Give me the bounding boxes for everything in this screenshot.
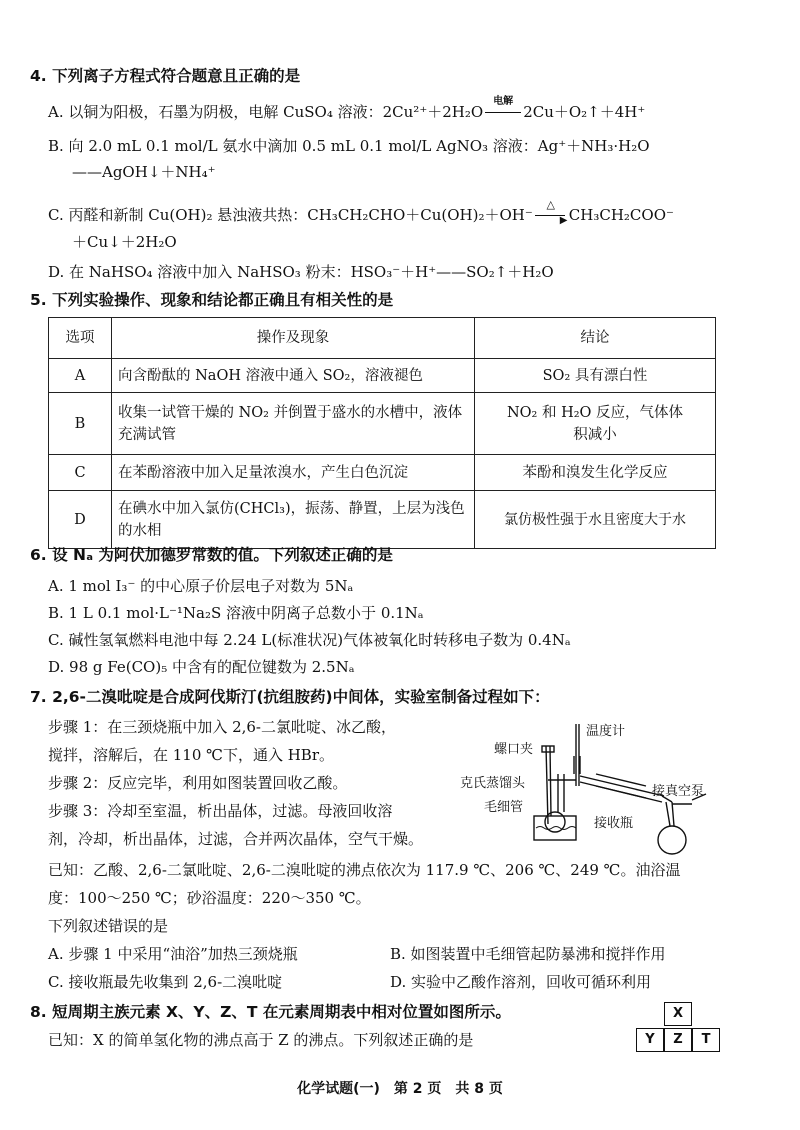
row-conclusion: NO₂ 和 H₂O 反应，气体体积减小 [475, 393, 716, 455]
row-key: C [49, 455, 112, 491]
q7-step1-line1: 步骤 1：在三颈烧瓶中加入 2,6-二氯吡啶、冰乙酸， [48, 718, 397, 736]
q6-option-c: C. 碱性氢氧燃料电池中每 2.24 L(标准状况)气体被氧化时转移电子数为 0.4Nₐ [48, 631, 571, 649]
label-vacuum-pump: 接真空泵 [652, 784, 705, 799]
cell-y: Y [636, 1028, 664, 1052]
q4-option-a [48, 96, 646, 122]
row-conclusion: 苯酚和溴发生化学反应 [475, 455, 716, 491]
q7-option-a: A. 步骤 1 中采用“油浴”加热三颈烧瓶 [48, 945, 298, 963]
q4-a-condition: 电解 [493, 96, 514, 107]
q7-step3-line1: 步骤 3：冷却至室温，析出晶体，过滤。母液回收溶 [48, 802, 393, 820]
table-row [49, 393, 716, 455]
q7-step3-line2: 剂，冷却，析出晶体，过滤，合并两次晶体，空气干燥。 [48, 830, 424, 848]
header-option: 选项 [49, 318, 112, 359]
header-conclusion: 结论 [475, 318, 716, 359]
q4-option-b-line2: ——AgOH↓＋NH₄⁺ [72, 163, 216, 181]
label-screw-clamp: 螺口夹 [494, 742, 534, 757]
q6-option-d: D. 98 g Fe(CO)₅ 中含有的配位键数为 2.5Nₐ [48, 658, 355, 676]
row-operation: 在碘水中加入氯仿(CHCl₃)，振荡、静置，上层为浅色的水相 [112, 491, 475, 549]
q7-known-line2: 度：100～250 ℃；砂浴温度：220～350 ℃。 [48, 889, 371, 907]
row-operation: 向含酚酞的 NaOH 溶液中通入 SO₂，溶液褪色 [112, 359, 475, 393]
q5-table [48, 317, 716, 549]
q4-a-text: A. 以铜为阳极，石墨为阴极，电解 CuSO₄ 溶液：2Cu²⁺＋2H₂O [48, 103, 484, 121]
q7-stem: 7. 2,6-二溴吡啶是合成阿伐斯汀(抗组胺药)中间体，实验室制备过程如下： [30, 688, 550, 706]
cell-t: T [692, 1028, 720, 1052]
q7-option-c: C. 接收瓶最先收集到 2,6-二溴吡啶 [48, 973, 283, 991]
row-key: B [49, 393, 112, 455]
q5-stem: 5. 下列实验操作、现象和结论都正确且有相关性的是 [30, 291, 394, 309]
row-key: A [49, 359, 112, 393]
label-thermometer: 温度计 [586, 724, 626, 739]
q4-option-c-line2: ＋Cu↓＋2H₂O [72, 233, 177, 251]
cell-x: X [664, 1002, 692, 1026]
q4-a-tail: 2Cu＋O₂↑＋4H⁺ [523, 103, 646, 121]
q4-c-tail: CH₃CH₂COO⁻ [568, 206, 674, 224]
header-operation: 操作及现象 [112, 318, 475, 359]
table-row [49, 455, 716, 491]
label-capillary: 毛细管 [484, 800, 524, 815]
q4-option-b-line1: B. 向 2.0 mL 0.1 mol/L 氨水中滴加 0.5 mL 0.1 mol/L AgNO₃ 溶液：Ag⁺＋NH₃·H₂O [48, 137, 650, 155]
q7-ask: 下列叙述错误的是 [48, 917, 169, 935]
row-operation: 在苯酚溶液中加入足量浓溴水，产生白色沉淀 [112, 455, 475, 491]
cell-z: Z [664, 1028, 692, 1052]
table-header-row [49, 318, 716, 359]
q8-known: 已知：X 的简单氢化物的沸点高于 Z 的沸点。下列叙述正确的是 [48, 1031, 474, 1049]
label-claisen-head: 克氏蒸馏头 [460, 776, 526, 791]
q6-stem: 6. 设 Nₐ 为阿伏加德罗常数的值。下列叙述正确的是 [30, 546, 393, 564]
periodic-table-fragment [636, 1002, 720, 1056]
q7-option-d: D. 实验中乙酸作溶剂，回收可循环利用 [390, 973, 652, 991]
page-footer: 化学试题(一) 第 2 页 共 8 页 [297, 1081, 503, 1097]
q4-option-d: D. 在 NaHSO₄ 溶液中加入 NaHSO₃ 粉末：HSO₃⁻＋H⁺——SO₂↑＋H₂O [48, 263, 554, 281]
row-conclusion: 氯仿极性强于水且密度大于水 [475, 491, 716, 549]
row-key: D [49, 491, 112, 549]
table-row [49, 491, 716, 549]
row-conclusion: SO₂ 具有漂白性 [475, 359, 716, 393]
distillation-apparatus [460, 716, 726, 896]
q8-stem: 8. 短周期主族元素 X、Y、Z、T 在元素周期表中相对位置如图所示。 [30, 1003, 511, 1021]
q4-stem: 4. 下列离子方程式符合题意且正确的是 [30, 67, 301, 85]
q7-step2: 步骤 2：反应完毕，利用如图装置回收乙酸。 [48, 774, 348, 792]
q6-option-a: A. 1 mol I₃⁻ 的中心原子价层电子对数为 5Nₐ [48, 577, 354, 595]
q7-option-b: B. 如图装置中毛细管起防暴沸和搅拌作用 [390, 945, 666, 963]
label-receiver-flask: 接收瓶 [594, 816, 634, 831]
q4-c-condition: △ [546, 198, 556, 211]
q7-known-line1: 已知：乙酸、2,6-二氯吡啶、2,6-二溴吡啶的沸点依次为 117.9 ℃、206 ℃、249 ℃。油浴温 [48, 861, 681, 879]
q4-c-text: C. 丙醛和新制 Cu(OH)₂ 悬浊液共热：CH₃CH₂CHO＋Cu(OH)₂＋OH⁻ [48, 206, 533, 224]
q6-option-b: B. 1 L 0.1 mol·L⁻¹Na₂S 溶液中阴离子总数小于 0.1Nₐ [48, 604, 424, 622]
row-operation: 收集一试管干燥的 NO₂ 并倒置于盛水的水槽中，液体充满试管 [112, 393, 475, 455]
table-row [49, 359, 716, 393]
q4-option-c-line1: C. 丙醛和新制 Cu(OH)₂ 悬浊液共热：CH₃CH₂CHO＋Cu(OH)₂＋OH⁻ △ ▶ CH₃CH₂COO⁻ [48, 205, 674, 225]
q7-step1-line2: 搅拌，溶解后，在 110 ℃下，通入 HBr。 [48, 746, 334, 764]
